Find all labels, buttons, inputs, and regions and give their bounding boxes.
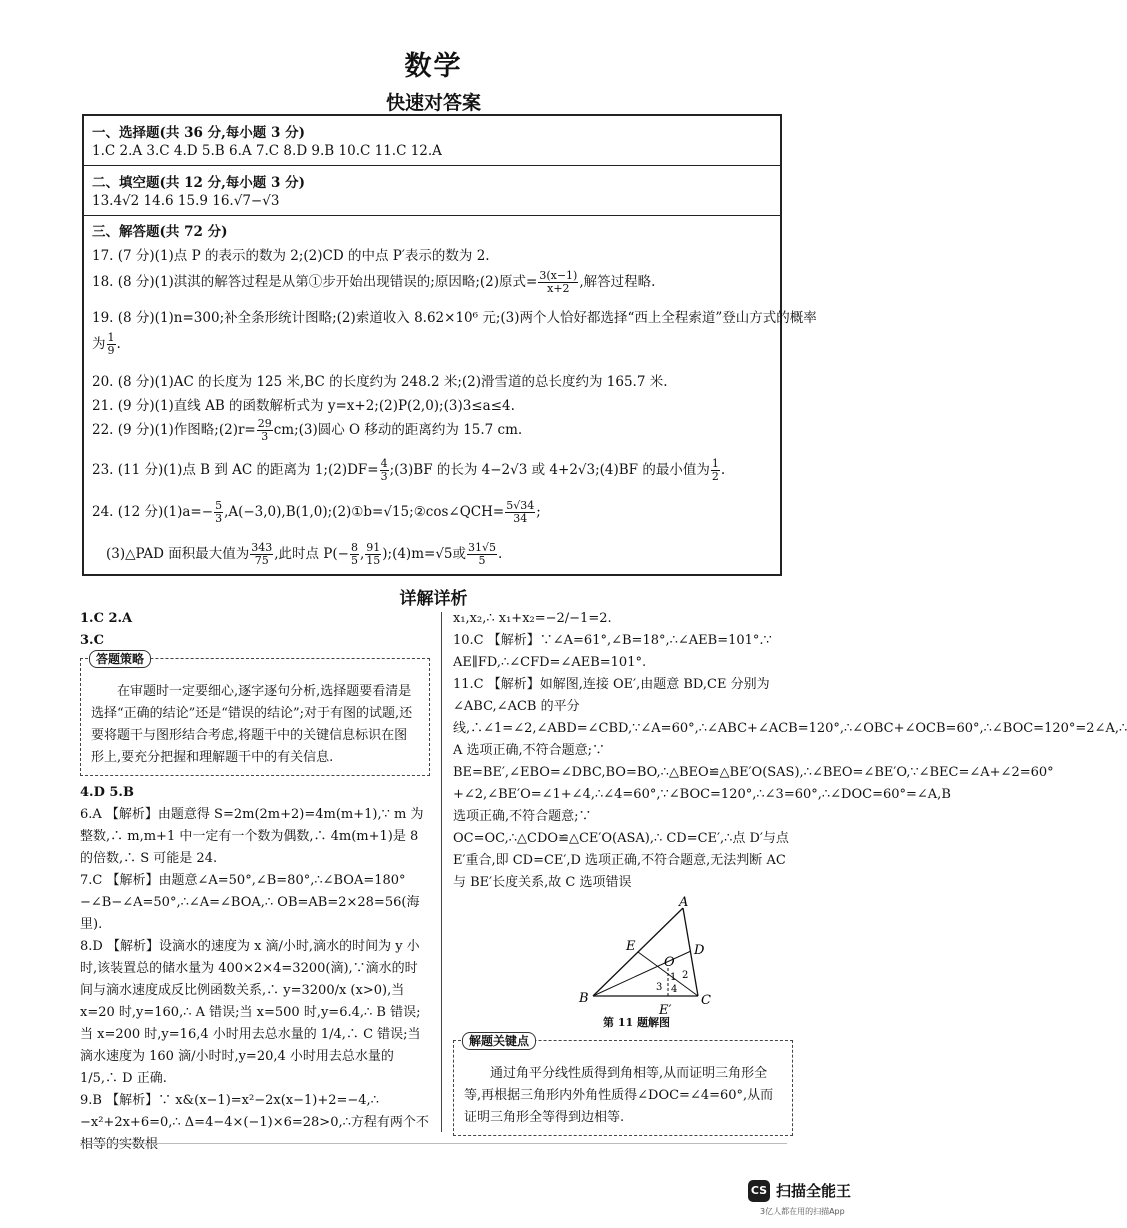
strategy-tip-tag: 答题策略 [89,650,151,668]
label-D: D [694,943,705,958]
answer-18: 18. (8 分)(1)淇淇的解答过程是从第①步开始出现错误的;原因略;(2)原式= $\frac{3(x-1)}{x+2}$ ,解答过程略. [92,269,656,295]
brand-slogan: 3亿人都在用的扫描App [760,1207,845,1216]
detail-title: 详解详析 [399,589,468,609]
key-point-tag: 解题关键点 [462,1032,536,1050]
section-choice [84,116,780,166]
label-O: O [664,955,675,970]
detail-7: 7.C 【解析】由题意∠A=50°,∠B=80°,∴∠BOA=180°−∠B−∠A=50°,∴∠A=∠BOA,∴ OB=AB=2×28=56(海里). [80,873,420,932]
section-fill [84,166,780,216]
strategy-tip-box [80,652,430,776]
camscanner-logo-icon: CS [748,1180,770,1202]
detail-4-5: 4.D 5.B [80,785,134,800]
page-title: 数学 [404,51,463,82]
detail-9: 9.B 【解析】∵ x&(x−1)=x²−2x(x−1)+2=−4,∴ −x²+2x+6=0,∴ Δ=4−4×(−1)×6=28>0,∴方程有两个不相等的实数根 [80,1093,429,1152]
choice-answers: 1.C 2.A 3.C 4.D 5.B 6.A 7.C 8.D 9.B 10.C 11.C 12.A [92,143,442,159]
answer-17: 17. (7 分)(1)点 P 的表示的数为 2;(2)CD 的中点 P′表示的数为 2. [92,248,490,264]
figure-11 [453,894,793,1034]
detail-11: 11.C 【解析】如解图,连接 OE′,由题意 BD,CE 分别为∠ABC,∠ACB 的平分线,∴∠1=∠2,∠ABD=∠CBD,∵∠A=60°,∴∠ABC+∠ACB=120°,∴∠OBC+∠OCB=60°,∴∠BOC=120°=2∠A,∴ A 选项正确,不符合题意;∵ BE=BE′,∠EBO=∠DBC,BO=BO,∴△BEO≌△BE′O(SAS),∴∠BEO=∠BE′O,∵∠BEC=∠A+∠2=60°+∠2,∠BE′O=∠1+∠4,∴∠4=60°,∵∠BOC=120°,∴∠3=60°,∴∠DOC=60°=∠A,B 选项正确,不符合题意;∵ OC=OC,∴△CDO≌△CE′O(ASA),∴ CD=CE′,∴点 D′与点 E′重合,即 CD=CE′,D 选项正确,不符合题意,无法判断 AC 与 BE′长度关系,故 C 选项错误 [453,677,1127,890]
detail-3: 3.C [80,633,104,648]
column-divider [441,612,442,1132]
figure-caption: 第 11 题解图 [603,1016,670,1029]
detail-8: 8.D 【解析】设滴水的速度为 x 滴/小时,滴水的时间为 y 小时,该装置总的储水量为 400×2×4=3200(滴),∵滴水的时间与滴水速度成反比例函数关系,∴ y=3200/x (x>0),当 x=20 时,y=160,∴ A 错误;当 x=500 时,y=6.4,∴ B 错误;当 x=200 时,y=16,4 小时用去总水量的 1/4,∴ C 错误;当滴水速度为 160 滴/小时时,y=20,4 小时用去总水量的 1/5,∴ D 正确. [80,939,421,1086]
strategy-tip-text: 在审题时一定要细心,逐字逐句分析,选择题要看清是选择“正确的结论”还是“错误的结论”;对于有图的试题,还要将题干与图形结合考虑,将题干中的关键信息标识在图形上,要充分把握和理解题干中的有关信息. [91,684,413,765]
answer-19-cont: 为 $\frac{1}{9}$ . [92,331,121,357]
page-subtitle: 快速对答案 [385,92,481,114]
detail-10: 10.C 【解析】∵∠A=61°,∠B=18°,∴∠AEB=101°.∵ AE∥FD,∴∠CFD=∠AEB=101°. [453,633,772,670]
angle-2: 2 [682,970,689,981]
section-fill-title: 二、填空题(共 12 分,每小题 3 分) [92,175,305,191]
answer-23: 23. (11 分)(1)点 B 到 AC 的距离为 1;(2)DF= $\frac{4}{3}$ ;(3)BF 的长为 4−2√3 或 4+2√3;(4)BF 的最小值为 $\frac{1}{2}$ . [92,457,726,483]
angle-3: 3 [656,982,663,993]
detail-right-column [453,608,1127,1142]
angle-1: 1 [670,972,677,983]
label-A: A [679,895,689,910]
answer-20: 20. (8 分)(1)AC 的长度为 125 米,BC 的长度约为 248.2 米;(2)滑雪道的总长度约为 165.7 米. [92,374,668,390]
answer-21: 21. (9 分)(1)直线 AB 的函数解析式为 y=x+2;(2)P(2,0);(3)3≤a≤4. [92,398,515,414]
answer-19: 19. (8 分)(1)n=300;补全条形统计图略;(2)索道收入 8.62×10⁶ 元;(3)两个人恰好都选择“西上全程索道”登山方式的概率 [92,310,817,326]
section-choice-title: 一、选择题(共 36 分,每小题 3 分) [92,125,305,141]
section-solve-title: 三、解答题(共 72 分) [92,224,228,240]
key-point-box [453,1034,793,1136]
fill-answers: 13.4√2 14.6 15.9 16.√7−√3 [92,193,280,209]
footer-divider [80,1143,787,1144]
label-E-prime: E′ [659,1003,672,1018]
key-point-text: 通过角平分线性质得到角相等,从而证明三角形全等,再根据三角形内外角性质得∠DOC=∠4=60°,从而证明三角形全等得到边相等. [464,1066,774,1125]
detail-left-column [80,608,430,1156]
answer-22: 22. (9 分)(1)作图略;(2)r= $\frac{29}{3}$ cm;(3)圆心 O 移动的距离约为 15.7 cm. [92,417,523,443]
triangle-figure [573,896,773,1016]
angle-4: 4 [671,984,678,995]
detail-9-cont: x₁,x₂,∴ x₁+x₂=−2/−1=2. [453,611,612,626]
detail-1-2: 1.C 2.A [80,611,133,626]
label-E: E [626,939,636,954]
label-B: B [579,991,589,1006]
label-C: C [701,993,711,1008]
detail-6: 6.A 【解析】由题意得 S=2m(2m+2)=4m(m+1),∵ m 为整数,∴ m,m+1 中一定有一个数为偶数,∴ 4m(m+1)是 8 的倍数,∴ S 可能是 24. [80,807,424,866]
quick-answer-box [82,114,817,576]
answer-24: 24. (12 分)(1)a=− $\frac{5}{3}$ ,A(−3,0),B(1,0);(2)①b=√15;②cos∠QCH= $\frac{5√34}{34}$ ; [92,499,541,525]
brand-name: 扫描全能王 [776,1182,852,1200]
answer-24-cont: (3)△PAD 面积最大值为 $\frac{343}{75}$ ,此时点 P(− $\frac{8}{5}$ , $\frac{91}{15}$ );(4)m=√5或 $\frac{31√5}{5}$ . [106,541,503,567]
